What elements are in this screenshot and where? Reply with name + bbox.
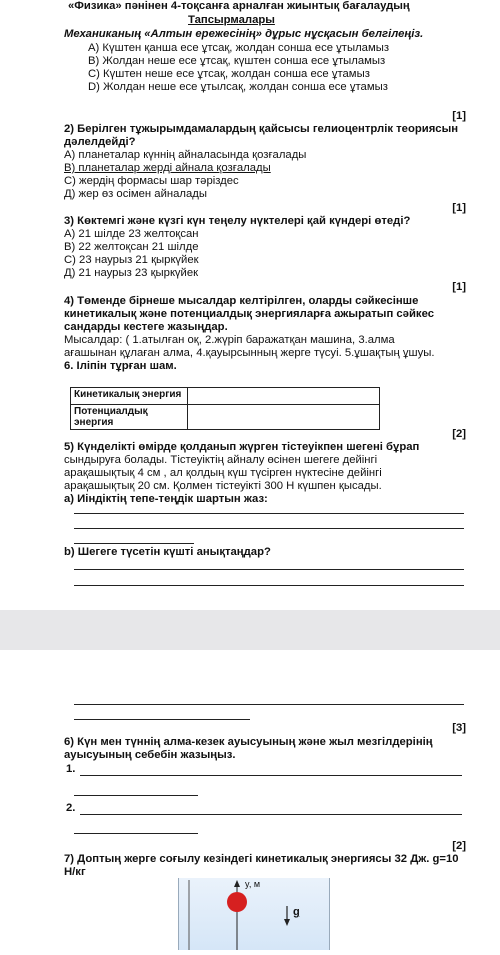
- ball-figure: [178, 878, 330, 950]
- q1-mark: [1]: [452, 110, 466, 122]
- q1-option-d: D) Жолдан неше есе ұтылсақ, жолдан сонша есе ұтамыз: [88, 81, 388, 93]
- q2-mark: [1]: [452, 202, 466, 214]
- table-cell-kinetic: Кинетикалық энергия: [71, 388, 188, 405]
- q4-line6: 6. Іліпін тұрған шам.: [64, 360, 177, 372]
- q1-option-c: С) Күштен неше есе ұтсақ, жолдан сонша есе ұтамыз: [88, 68, 370, 80]
- header-subtitle: Тапсырмалары: [188, 14, 275, 26]
- table-cell-potential-line1: Потенциалдық: [74, 406, 148, 417]
- gravity-label: g: [293, 906, 300, 918]
- q4-line2: кинетикалық және потенциалдық энергияларға ажыратып сәйкес: [64, 308, 434, 320]
- q3-option-d: Д) 21 наурыз 23 қыркүйек: [64, 267, 199, 279]
- q2-option-b: В) планеталар жерді айнала қозғалады: [64, 162, 271, 174]
- q3-question: 3) Көктемгі және күзгі күн теңелу нүктелері қай күндері өтеді?: [64, 215, 411, 227]
- q3-option-b: В) 22 желтоқсан 21 шілде: [64, 241, 199, 253]
- q4-line1: 4) Төменде бірнеше мысалдар келтірілген, оларды сәйкесінше: [64, 295, 419, 307]
- answer-line[interactable]: [74, 833, 198, 834]
- q6-line2: ауысуының себебін жазыңыз.: [64, 749, 236, 761]
- answer-line[interactable]: [74, 585, 464, 586]
- table-cell-potential: [71, 405, 188, 430]
- q6-mark: [2]: [452, 840, 466, 852]
- y-axis-label: y, м: [245, 879, 261, 889]
- q1-option-a: А) Күштен қанша есе ұтсақ, жолдан сонша есе ұтыламыз: [88, 42, 390, 54]
- q7-line2: Н/кг: [64, 866, 86, 878]
- q3-mark: [1]: [452, 281, 466, 293]
- energy-table: [70, 387, 380, 430]
- q6-item-2: 2.: [66, 802, 76, 814]
- q3-option-c: С) 23 наурыз 21 қыркүйек: [64, 254, 199, 266]
- q5-mark: [3]: [452, 722, 466, 734]
- q4-line4: Мысалдар: ( 1.атылған оқ, 2.жүріп баражатқан машина, 3.алма: [64, 334, 395, 346]
- answer-line[interactable]: [74, 719, 250, 720]
- answer-line[interactable]: [74, 528, 464, 529]
- worksheet-page-1: [60, 0, 466, 610]
- q2-question-line2: дәлелдейді?: [64, 136, 136, 148]
- answer-line[interactable]: [74, 513, 464, 514]
- q5-part-b: b) Шегеге түсетін күшті анықтаңдар?: [64, 546, 271, 558]
- header-title: «Физика» пәнінен 4-тоқсанға арналған жиынтық бағалаудың: [68, 0, 410, 12]
- q3-option-a: А) 21 шілде 23 желтоқсан: [64, 228, 199, 240]
- q5-line4: арақашықтық 20 см. Қолмен тістеуікті 300 Н күшпен қысады.: [64, 480, 382, 492]
- worksheet-page-2: [60, 650, 466, 950]
- q5-part-a: а) Иіндіктің тепе-теңдік шартын жаз:: [64, 493, 268, 505]
- q4-line5: ағашынан құлаған алма, 4.қауырсынның жерге түсуі. 5.ұшақтың ұшуы.: [64, 347, 435, 359]
- q5-line1: 5) Күнделікті өмірде қолданып жүрген тістеуікпен шегені бұрап: [64, 441, 420, 453]
- q2-option-d: Д) жер өз осімен айналады: [64, 188, 207, 200]
- page-separator: [0, 610, 500, 650]
- q4-mark: [2]: [452, 428, 466, 440]
- q2-option-a: А) планеталар күннің айналасында қозғалады: [64, 149, 307, 161]
- q7-line1: 7) Доптың жерге соғылу кезіндегі кинетикалық энергиясы 32 Дж. g=10: [64, 853, 459, 865]
- gravity-arrowhead-icon: [284, 919, 290, 926]
- answer-line[interactable]: [74, 795, 198, 796]
- q6-item-1: 1.: [66, 763, 76, 775]
- q5-line2: сындыруға болады. Тістеуіктің айналу өсінен шегеге дейінгі: [64, 454, 378, 466]
- q2-option-c: С) жердің формасы шар тәріздес: [64, 175, 239, 187]
- answer-line[interactable]: [80, 775, 462, 776]
- y-axis-arrow-icon: [234, 880, 240, 887]
- answer-line[interactable]: [80, 814, 462, 815]
- ball-icon: [227, 892, 247, 912]
- table-cell-potential-answer[interactable]: [188, 405, 380, 430]
- q1-option-b: В) Жолдан неше есе ұтсақ, күштен сонша есе ұтыламыз: [88, 55, 386, 67]
- answer-line[interactable]: [74, 543, 194, 544]
- answer-line[interactable]: [74, 704, 464, 705]
- q6-line1: 6) Күн мен түннің алма-кезек ауысуының және жыл мезгілдерінің: [64, 736, 433, 748]
- table-cell-potential-line2: энергия: [74, 417, 114, 428]
- q2-question-line1: 2) Берілген тұжырымдамалардың қайсысы гелиоцентрлік теориясын: [64, 123, 459, 135]
- q5-line3: арақашықтық 4 см , ал қолдың күш түсірген нүктесіне дейінгі: [64, 467, 382, 479]
- q4-line3: сандарды кестеге жазыңдар.: [64, 321, 228, 333]
- answer-line[interactable]: [74, 569, 464, 570]
- table-cell-kinetic-answer[interactable]: [188, 388, 380, 405]
- q1-title: Механиканың «Алтын ережесінің» дұрыс нұсқасын белгілеңіз.: [64, 28, 424, 40]
